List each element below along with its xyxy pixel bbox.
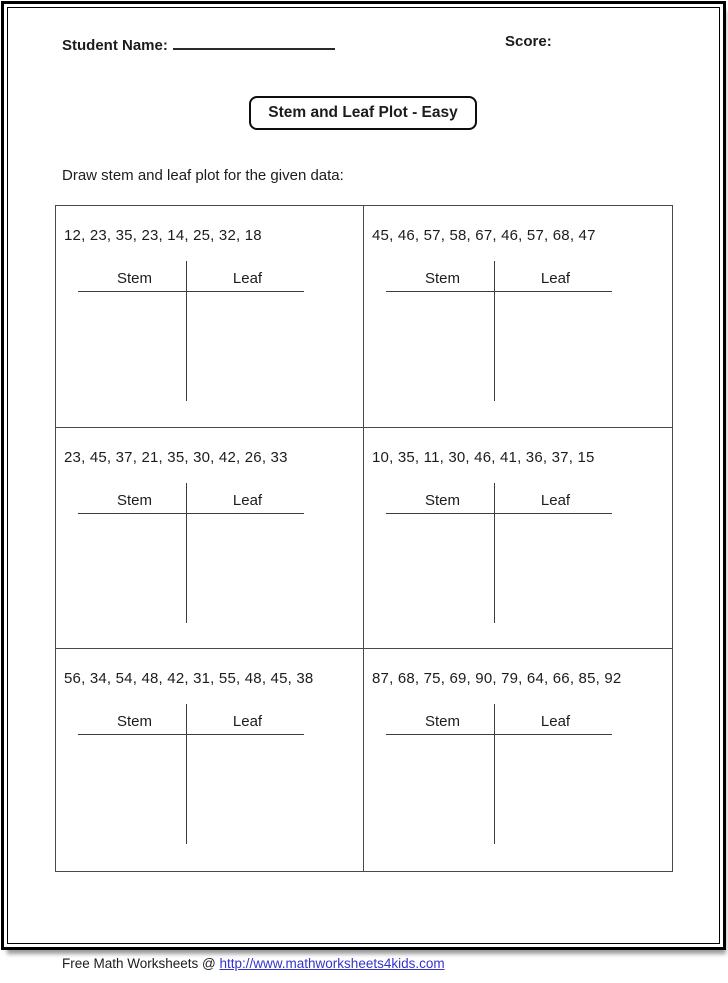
problem-data-list: 56, 34, 54, 48, 42, 31, 55, 48, 45, 38 [64,670,314,688]
problem-cell-4 [364,428,672,650]
plot-vertical-line [186,704,187,844]
problem-cell-6 [364,649,672,871]
student-name-row [62,33,335,55]
stem-leaf-template [78,704,304,844]
plot-horizontal-line [78,734,304,735]
plot-horizontal-line [386,291,612,292]
footer-link[interactable]: http://www.mathworksheets4kids.com [219,956,445,971]
plot-horizontal-line [386,734,612,735]
plot-horizontal-line [78,291,304,292]
problem-cell-1 [56,206,364,428]
problem-data-list: 45, 46, 57, 58, 67, 46, 57, 68, 47 [372,227,596,244]
page-border-frame [7,7,720,944]
student-name-blank-line [173,33,335,50]
problem-data-list: 12, 23, 35, 23, 14, 25, 32, 18 [64,227,262,244]
stem-label: Stem [424,270,460,287]
worksheet-title-box [249,96,477,130]
student-name-label: Student Name: [62,37,168,54]
stem-leaf-template [386,704,612,844]
plot-header-labels [386,483,612,513]
stem-leaf-template [386,261,612,401]
problem-cell-3 [56,428,364,650]
footer [62,956,445,972]
leaf-label: Leaf [232,713,263,731]
stem-label: Stem [116,491,152,509]
plot-vertical-line [186,483,187,623]
problems-grid [55,205,673,872]
plot-header-labels [78,704,304,734]
stem-label: Stem [116,713,152,731]
plot-vertical-line [186,261,187,401]
plot-horizontal-line [386,513,612,514]
score-label: Score: [505,33,552,50]
stem-label: Stem [116,270,152,287]
leaf-label: Leaf [232,491,263,509]
leaf-label: Leaf [540,713,571,731]
instruction-text: Draw stem and leaf plot for the given data: [62,167,344,184]
leaf-label: Leaf [540,491,571,509]
plot-vertical-line [494,483,495,623]
plot-vertical-line [494,704,495,844]
plot-header-labels [78,483,304,513]
problem-data-list: 87, 68, 75, 69, 90, 79, 64, 66, 85, 92 [372,670,622,688]
plot-header-labels [386,261,612,291]
stem-label: Stem [424,713,460,731]
problem-cell-5 [56,649,364,871]
footer-text: Free Math Worksheets @ [62,956,220,971]
plot-vertical-line [494,261,495,401]
leaf-label: Leaf [232,270,263,287]
problem-cell-2 [364,206,672,428]
plot-header-labels [78,261,304,291]
problem-data-list: 23, 45, 37, 21, 35, 30, 42, 26, 33 [64,448,288,466]
stem-leaf-template [78,483,304,623]
stem-label: Stem [424,491,460,509]
plot-header-labels [386,704,612,734]
leaf-label: Leaf [540,270,571,287]
plot-horizontal-line [78,513,304,514]
stem-leaf-template [386,483,612,623]
problem-data-list: 10, 35, 11, 30, 46, 41, 36, 37, 15 [372,448,595,466]
stem-leaf-template [78,261,304,401]
worksheet-title: Stem and Leaf Plot - Easy [268,103,458,121]
